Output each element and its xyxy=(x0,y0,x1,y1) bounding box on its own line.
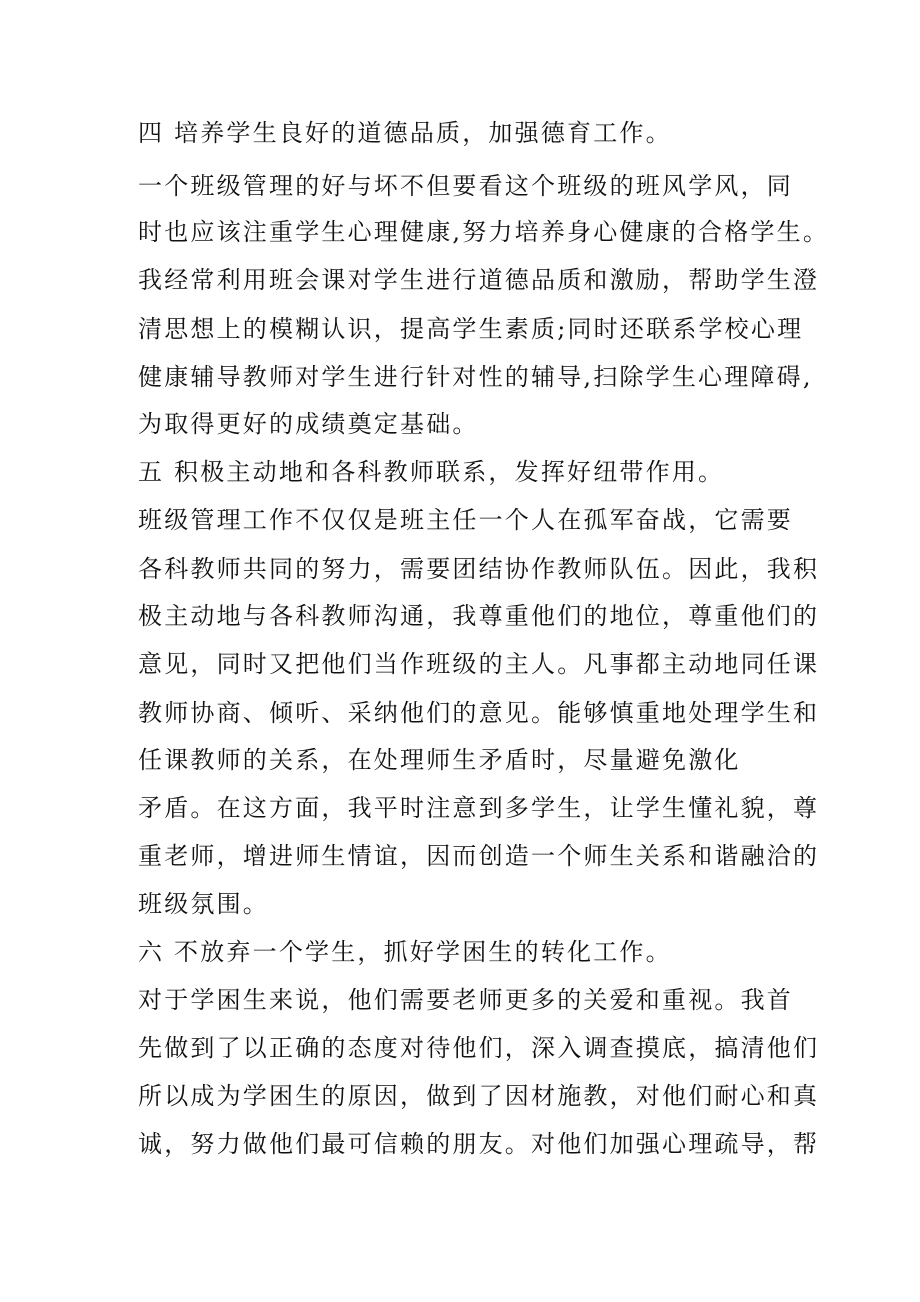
text-line: 一个班级管理的好与坏不但要看这个班级的班风学风，同 xyxy=(138,172,793,200)
text-line: 我经常利用班会课对学生进行道德品质和激励，帮助学生澄 xyxy=(138,266,820,294)
text-line: 诚，努力做他们最可信赖的朋友。对他们加强心理疏导，帮 xyxy=(138,1130,820,1158)
text-line: 对于学困生来说，他们需要老师更多的关爱和重视。我首 xyxy=(138,986,793,1014)
text-line: 四 培养学生良好的道德品质，加强德育工作。 xyxy=(138,119,672,147)
text-line: 所以成为学困生的原因，做到了因材施教，对他们耐心和真 xyxy=(138,1082,820,1110)
text-line: 先做到了以正确的态度对待他们，深入调查摸底，搞清他们 xyxy=(138,1034,820,1062)
text-line: 矛盾。在这方面，我平时注意到多学生，让学生懂礼貌，尊 xyxy=(138,794,820,822)
text-line: 意见，同时又把他们当作班级的主人。凡事都主动地同任课 xyxy=(138,650,820,678)
text-line: 重老师，增进师生情谊，因而创造一个师生关系和谐融洽的 xyxy=(138,842,820,870)
text-line: 各科教师共同的努力，需要团结协作教师队伍。因此，我积 xyxy=(138,555,820,583)
text-line: 健康辅导教师对学生进行针对性的辅导,扫除学生心理障碍, xyxy=(138,363,813,391)
text-line: 极主动地与各科教师沟通，我尊重他们的地位，尊重他们的 xyxy=(138,602,820,630)
text-line: 六 不放弃一个学生，抓好学困生的转化工作。 xyxy=(138,938,672,966)
text-line: 五 积极主动地和各科教师联系，发挥好纽带作用。 xyxy=(138,458,725,486)
text-line: 任课教师的关系，在处理师生矛盾时，尽量避免激化 xyxy=(138,746,741,774)
text-line: 班级管理工作不仅仅是班主任一个人在孤军奋战，它需要 xyxy=(138,506,793,534)
text-line: 清思想上的模糊认识，提高学生素质;同时还联系学校心理 xyxy=(138,315,804,343)
text-line: 教师协商、倾听、采纳他们的意见。能够慎重地处理学生和 xyxy=(138,699,820,727)
text-line: 班级氛围。 xyxy=(138,890,269,918)
text-line: 时也应该注重学生心理健康,努力培养身心健康的合格学生。 xyxy=(138,218,830,246)
text-line: 为取得更好的成绩奠定基础。 xyxy=(138,410,479,438)
